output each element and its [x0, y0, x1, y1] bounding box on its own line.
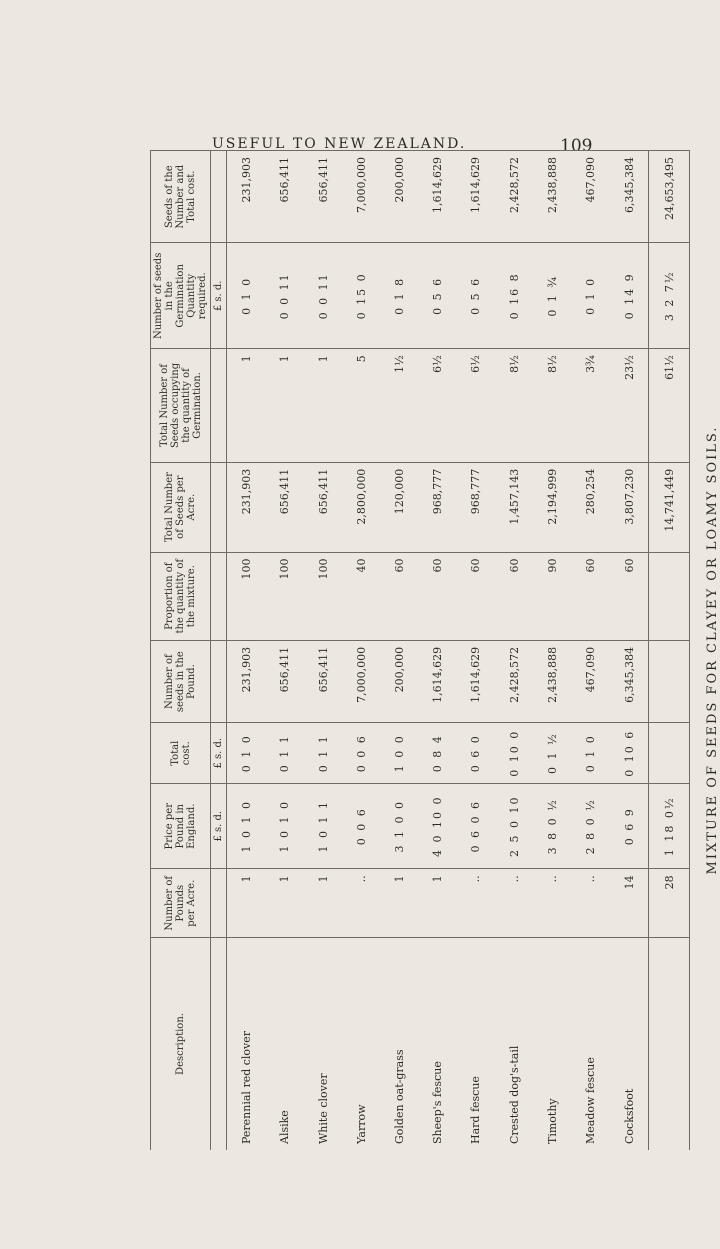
running-header: USEFUL TO NEW ZEALAND.	[212, 136, 467, 152]
cell-req: 0 1 ¾	[533, 243, 571, 349]
cell-req: 0 0 11	[266, 243, 304, 349]
cell-total_seeds: 656,411	[304, 462, 342, 552]
cell-pct: 60	[419, 552, 457, 640]
cell-lbs: ..	[571, 869, 609, 938]
cell-seeds_lb: 231,903	[227, 640, 266, 722]
cell-cost: 0 10 0	[495, 723, 533, 784]
cell-total_seeds: 656,411	[266, 462, 304, 552]
cell-lbs: ..	[495, 869, 533, 938]
total-cost2: 24,653,495	[649, 151, 690, 243]
total-lbs: 28	[649, 869, 690, 938]
table-row	[419, 151, 457, 1151]
cell-seeds_lb: 1,614,629	[419, 640, 457, 722]
cell-desc: Meadow fescue	[571, 938, 609, 1151]
cell-lbs: 1	[266, 869, 304, 938]
cell-req: 0 5 6	[457, 243, 495, 349]
cell-desc: Perennial red clover	[227, 938, 266, 1151]
col-total-seeds: Total Number of Seeds per Acre.	[151, 462, 211, 552]
cell-germ: 1	[304, 349, 342, 462]
cell-cost: 0 1 1	[266, 723, 304, 784]
cell-cost2: 656,411	[266, 151, 304, 243]
cell-cost: 0 1 0	[227, 723, 266, 784]
cell-germ: 8½	[533, 349, 571, 462]
col-germ: Total Number of Seeds occupying the quantity of Germination.	[151, 349, 211, 462]
cell-req: 0 1 0	[227, 243, 266, 349]
cell-price: 0 6 9	[610, 784, 649, 869]
total-price: 1 18 0½	[649, 784, 690, 869]
cell-cost2: 467,090	[571, 151, 609, 243]
cell-total_seeds: 2,800,000	[342, 462, 380, 552]
cell-germ: 6½	[457, 349, 495, 462]
cell-desc: White clover	[304, 938, 342, 1151]
cell-cost: 0 0 6	[342, 723, 380, 784]
cell-germ: 5	[342, 349, 380, 462]
cell-req: 0 1 0	[571, 243, 609, 349]
cell-req: 0 16 8	[495, 243, 533, 349]
cell-price: 2 5 0 10	[495, 784, 533, 869]
cell-cost2: 1,614,629	[457, 151, 495, 243]
cell-seeds_lb: 656,411	[304, 640, 342, 722]
cell-cost2: 656,411	[304, 151, 342, 243]
cell-req: 0 5 6	[419, 243, 457, 349]
cell-total_seeds: 3,807,230	[610, 462, 649, 552]
table-row	[495, 151, 533, 1151]
col-req: Number of seeds in the Germination Quantity required.	[151, 243, 211, 349]
cell-pct: 40	[342, 552, 380, 640]
cell-total_seeds: 1,457,143	[495, 462, 533, 552]
cell-lbs: 1	[419, 869, 457, 938]
cell-lbs: 1	[227, 869, 266, 938]
cell-seeds_lb: 200,000	[380, 640, 418, 722]
cell-price: 2 8 0 ½	[571, 784, 609, 869]
col-seeds-lb: Number of seeds in the Pound.	[151, 640, 211, 722]
unit-cost: £ s. d.	[211, 723, 227, 784]
cell-req: 0 14 9	[610, 243, 649, 349]
cell-desc: Cocksfoot	[610, 938, 649, 1151]
cell-cost: 0 10 6	[610, 723, 649, 784]
cell-cost2: 2,428,572	[495, 151, 533, 243]
col-desc: Description.	[151, 938, 211, 1151]
cell-total_seeds: 120,000	[380, 462, 418, 552]
cell-seeds_lb: 1,614,629	[457, 640, 495, 722]
cell-germ: 1	[266, 349, 304, 462]
totals-row	[649, 151, 690, 1151]
rotated-table-block	[150, 150, 720, 1150]
cell-pct: 100	[227, 552, 266, 640]
cell-price: 0 0 6	[342, 784, 380, 869]
cell-total_seeds: 968,777	[457, 462, 495, 552]
cell-cost: 0 6 0	[457, 723, 495, 784]
cell-germ: 1½	[380, 349, 418, 462]
cell-cost2: 1,614,629	[419, 151, 457, 243]
table-row	[342, 151, 380, 1151]
cell-price: 1 0 1 1	[304, 784, 342, 869]
cell-desc: Sheep's fescue	[419, 938, 457, 1151]
cell-total_seeds: 968,777	[419, 462, 457, 552]
cell-lbs: 14	[610, 869, 649, 938]
cell-seeds_lb: 2,438,888	[533, 640, 571, 722]
cell-cost: 0 8 4	[419, 723, 457, 784]
cell-pct: 90	[533, 552, 571, 640]
cell-pct: 60	[380, 552, 418, 640]
cell-seeds_lb: 6,345,384	[610, 640, 649, 722]
cell-req: 0 15 0	[342, 243, 380, 349]
col-cost: Total cost.	[151, 723, 211, 784]
cell-cost2: 231,903	[227, 151, 266, 243]
total-req: 3 2 7½	[649, 243, 690, 349]
cell-lbs: 1	[380, 869, 418, 938]
cell-seeds_lb: 7,000,000	[342, 640, 380, 722]
cell-lbs: ..	[342, 869, 380, 938]
cell-cost: 0 1 0	[571, 723, 609, 784]
cell-price: 3 8 0 ½	[533, 784, 571, 869]
cell-lbs: 1	[304, 869, 342, 938]
cell-cost: 0 1 1	[304, 723, 342, 784]
total-germ: 61½	[649, 349, 690, 462]
cell-pct: 100	[266, 552, 304, 640]
table-row	[266, 151, 304, 1151]
cell-desc: Crested dog's-tail	[495, 938, 533, 1151]
table-row	[533, 151, 571, 1151]
cell-pct: 60	[571, 552, 609, 640]
cell-cost2: 7,000,000	[342, 151, 380, 243]
cell-req: 0 1 8	[380, 243, 418, 349]
cell-cost2: 2,438,888	[533, 151, 571, 243]
cell-germ: 6½	[419, 349, 457, 462]
col-pct: Proportion of the quantity of the mixture.	[151, 552, 211, 640]
table-row	[457, 151, 495, 1151]
seed-mixture-table	[150, 150, 690, 1150]
table-row	[380, 151, 418, 1151]
cell-cost2: 200,000	[380, 151, 418, 243]
cell-germ: 3¾	[571, 349, 609, 462]
table-header-row	[151, 151, 211, 1151]
cell-lbs: ..	[457, 869, 495, 938]
cell-pct: 60	[610, 552, 649, 640]
cell-seeds_lb: 656,411	[266, 640, 304, 722]
cell-cost: 1 0 0	[380, 723, 418, 784]
cell-price: 3 1 0 0	[380, 784, 418, 869]
cell-total_seeds: 280,254	[571, 462, 609, 552]
cell-req: 0 0 11	[304, 243, 342, 349]
cell-pct: 100	[304, 552, 342, 640]
col-lbs: Number of Pounds per Acre.	[151, 869, 211, 938]
cell-desc: Yarrow	[342, 938, 380, 1151]
cell-desc: Hard fescue	[457, 938, 495, 1151]
cell-germ: 8½	[495, 349, 533, 462]
col-cost2: Seeds of the Number and Total cost.	[151, 151, 211, 243]
cell-desc: Timothy	[533, 938, 571, 1151]
cell-seeds_lb: 467,090	[571, 640, 609, 722]
cell-pct: 60	[495, 552, 533, 640]
page-number: 109	[560, 136, 593, 156]
table-title: MIXTURE OF SEEDS FOR CLAYEY OR LOAMY SOILS.	[705, 425, 720, 875]
table-row	[304, 151, 342, 1151]
table-unit-row	[211, 151, 227, 1151]
cell-pct: 60	[457, 552, 495, 640]
cell-price: 1 0 1 0	[266, 784, 304, 869]
cell-price: 4 0 10 0	[419, 784, 457, 869]
cell-cost2: 6,345,384	[610, 151, 649, 243]
cell-germ: 23½	[610, 349, 649, 462]
table-row	[610, 151, 649, 1151]
col-price: Price per Pound in England.	[151, 784, 211, 869]
cell-price: 1 0 1 0	[227, 784, 266, 869]
unit-req: £ s. d.	[211, 243, 227, 349]
unit-price: £ s. d.	[211, 784, 227, 869]
cell-price: 0 6 0 6	[457, 784, 495, 869]
cell-total_seeds: 2,194,999	[533, 462, 571, 552]
cell-desc: Alsike	[266, 938, 304, 1151]
cell-desc: Golden oat-grass	[380, 938, 418, 1151]
cell-cost: 0 1 ½	[533, 723, 571, 784]
table-row	[227, 151, 266, 1151]
cell-lbs: ..	[533, 869, 571, 938]
cell-total_seeds: 231,903	[227, 462, 266, 552]
cell-seeds_lb: 2,428,572	[495, 640, 533, 722]
table-row	[571, 151, 609, 1151]
cell-germ: 1	[227, 349, 266, 462]
total-total_seeds: 14,741,449	[649, 462, 690, 552]
